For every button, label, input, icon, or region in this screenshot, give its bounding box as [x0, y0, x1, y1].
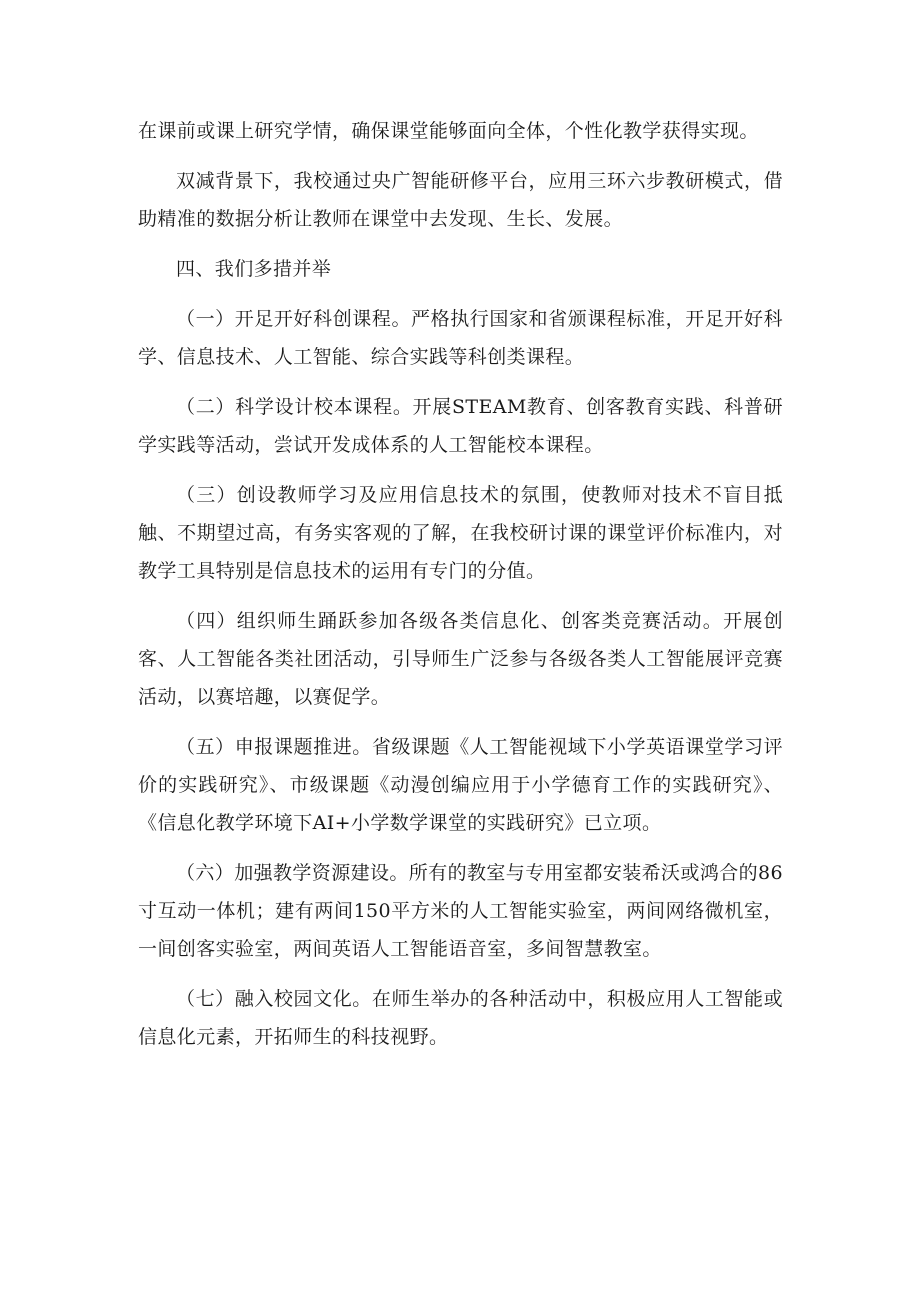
paragraph-continuation: 在课前或课上研究学情，确保课堂能够面向全体，个性化教学获得实现。 — [138, 120, 759, 142]
section-heading-measures: 四、我们多措并举 — [176, 258, 332, 280]
paragraph-item-5: （五）申报课题推进。省级课题《人工智能视域下小学英语课堂学习评价的实践研究》、市级课题《动漫创编应用于小学德育工作的实践研究》、《信息化教学环境下AI+小学数学课堂的实践研究》已立项。 — [138, 736, 783, 834]
paragraph-item-3: （三）创设教师学习及应用信息技术的氛围，使教师对技术不盲目抵触、不期望过高，有务实客观的了解，在我校研讨课的课堂评价标准内，对教学工具特别是信息技术的运用有专门的分值。 — [138, 484, 783, 582]
paragraph-item-2: （二）科学设计校本课程。开展STEAM教育、创客教育实践、科普研学实践等活动，尝试开发成体系的人工智能校本课程。 — [138, 396, 783, 456]
paragraph-item-7: （七）融入校园文化。在师生举办的各种活动中，积极应用人工智能或信息化元素，开拓师生的科技视野。 — [138, 988, 783, 1048]
paragraph-double-reduction: 双减背景下，我校通过央广智能研修平台，应用三环六步教研模式，借助精准的数据分析让教师在课堂中去发现、生长、发展。 — [138, 170, 783, 230]
paragraph-item-6: （六）加强教学资源建设。所有的教室与专用室都安装希沃或鸿合的86寸互动一体机；建有两间150平方米的人工智能实验室，两间网络微机室，一间创客实验室，两间英语人工智能语音室，多间智慧教室。 — [138, 862, 783, 960]
paragraph-item-1: （一）开足开好科创课程。严格执行国家和省颁课程标准，开足开好科学、信息技术、人工智能、综合实践等科创类课程。 — [138, 308, 783, 368]
document-body — [138, 112, 783, 1068]
paragraph-item-4: （四）组织师生踊跃参加各级各类信息化、创客类竞赛活动。开展创客、人工智能各类社团活动，引导师生广泛参与各级各类人工智能展评竞赛活动，以赛培趣，以赛促学。 — [138, 610, 783, 708]
